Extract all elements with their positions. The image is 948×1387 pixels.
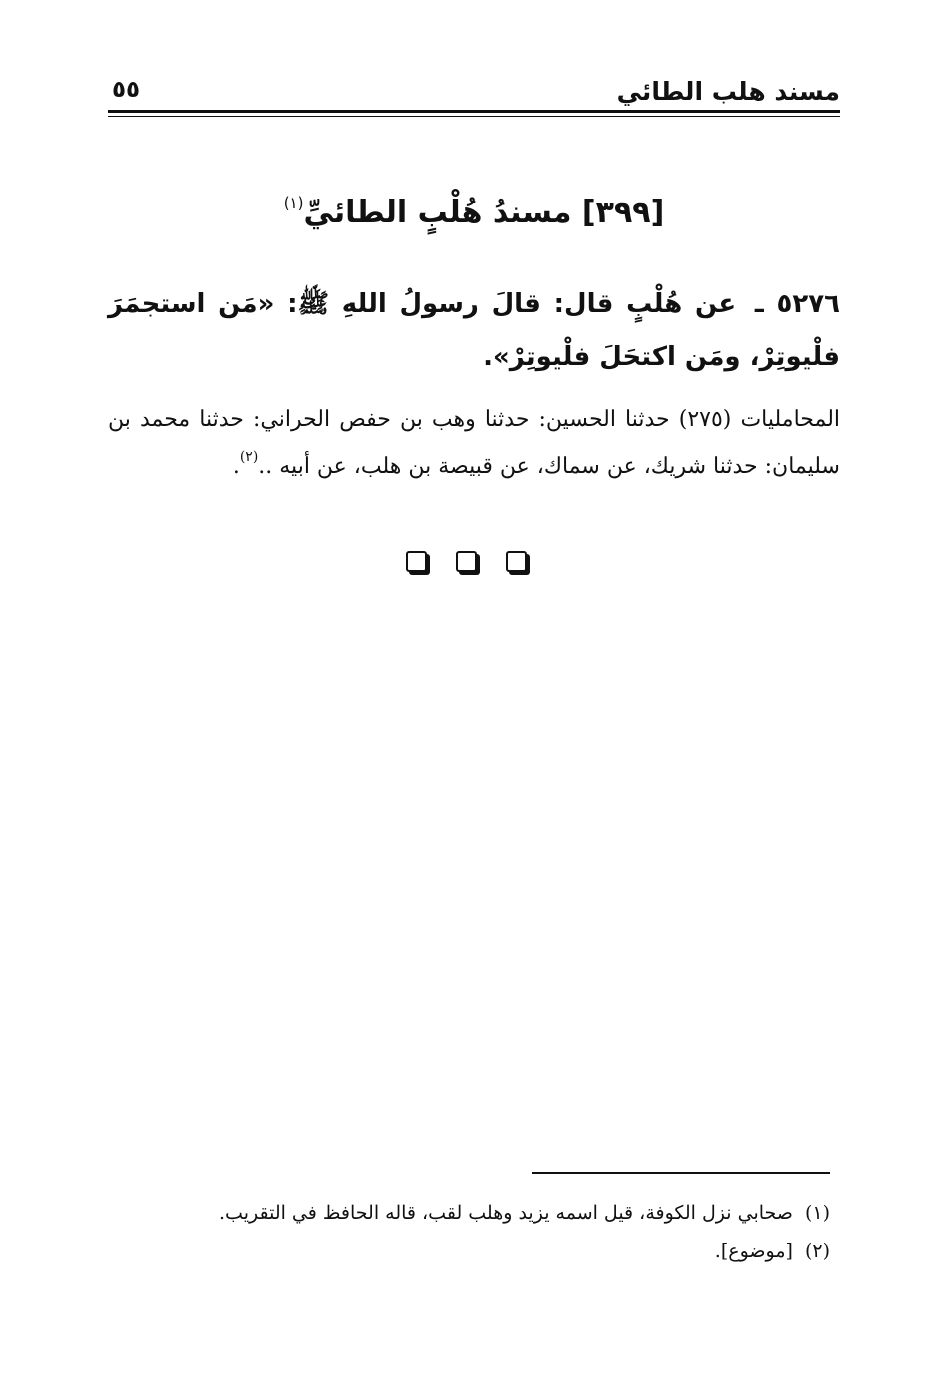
footnote-marker: (١) [804, 1202, 830, 1224]
footnote-2 [110, 1232, 830, 1270]
footnote-marker: (٢) [804, 1240, 830, 1262]
hadith-text [108, 278, 840, 384]
source-end: . [232, 454, 240, 479]
section-title [108, 188, 840, 242]
footnote-ref-1: (١) [283, 194, 304, 212]
separator-box [456, 551, 477, 572]
separator-box [506, 551, 527, 572]
page-number: ٥٥ [112, 77, 141, 103]
hadith-number: ٥٢٧٦ ـ [754, 289, 840, 319]
footnote-text: صحابي نزل الكوفة، قيل اسمه يزيد وهلب لقب، قاله الحافظ في التقريب. [219, 1202, 793, 1224]
footnote-ref-2: (٢) [239, 449, 259, 465]
footnote-1 [110, 1194, 830, 1232]
source-text [108, 396, 840, 493]
separator-box [406, 551, 427, 572]
footnote-text: [موضوع]. [714, 1240, 793, 1262]
section-separator [404, 548, 534, 578]
footnote-rule [532, 1172, 830, 1174]
running-title: مسند هلب الطائي [616, 77, 840, 106]
section-title-text: [٣٩٩] مسندُ هُلْبٍ الطائيِّ [303, 195, 665, 230]
source-body: المحامليات (٢٧٥) حدثنا الحسين: حدثنا وهب بن حفص الحراني: حدثنا محمد بن سليمان: حدثنا شريك، عن سماك، عن قبيصة بن هلب، عن أبيه .. [108, 407, 841, 479]
header-rule-thick [108, 110, 840, 113]
footnotes [110, 1194, 830, 1270]
hadith-body: عن هُلْبٍ قال: قالَ رسولُ اللهِ ﷺ: «مَن استجمَرَ فلْيوتِرْ، ومَن اكتحَلَ فلْيوتِرْ». [108, 289, 840, 372]
header-rule-thin [108, 116, 840, 117]
